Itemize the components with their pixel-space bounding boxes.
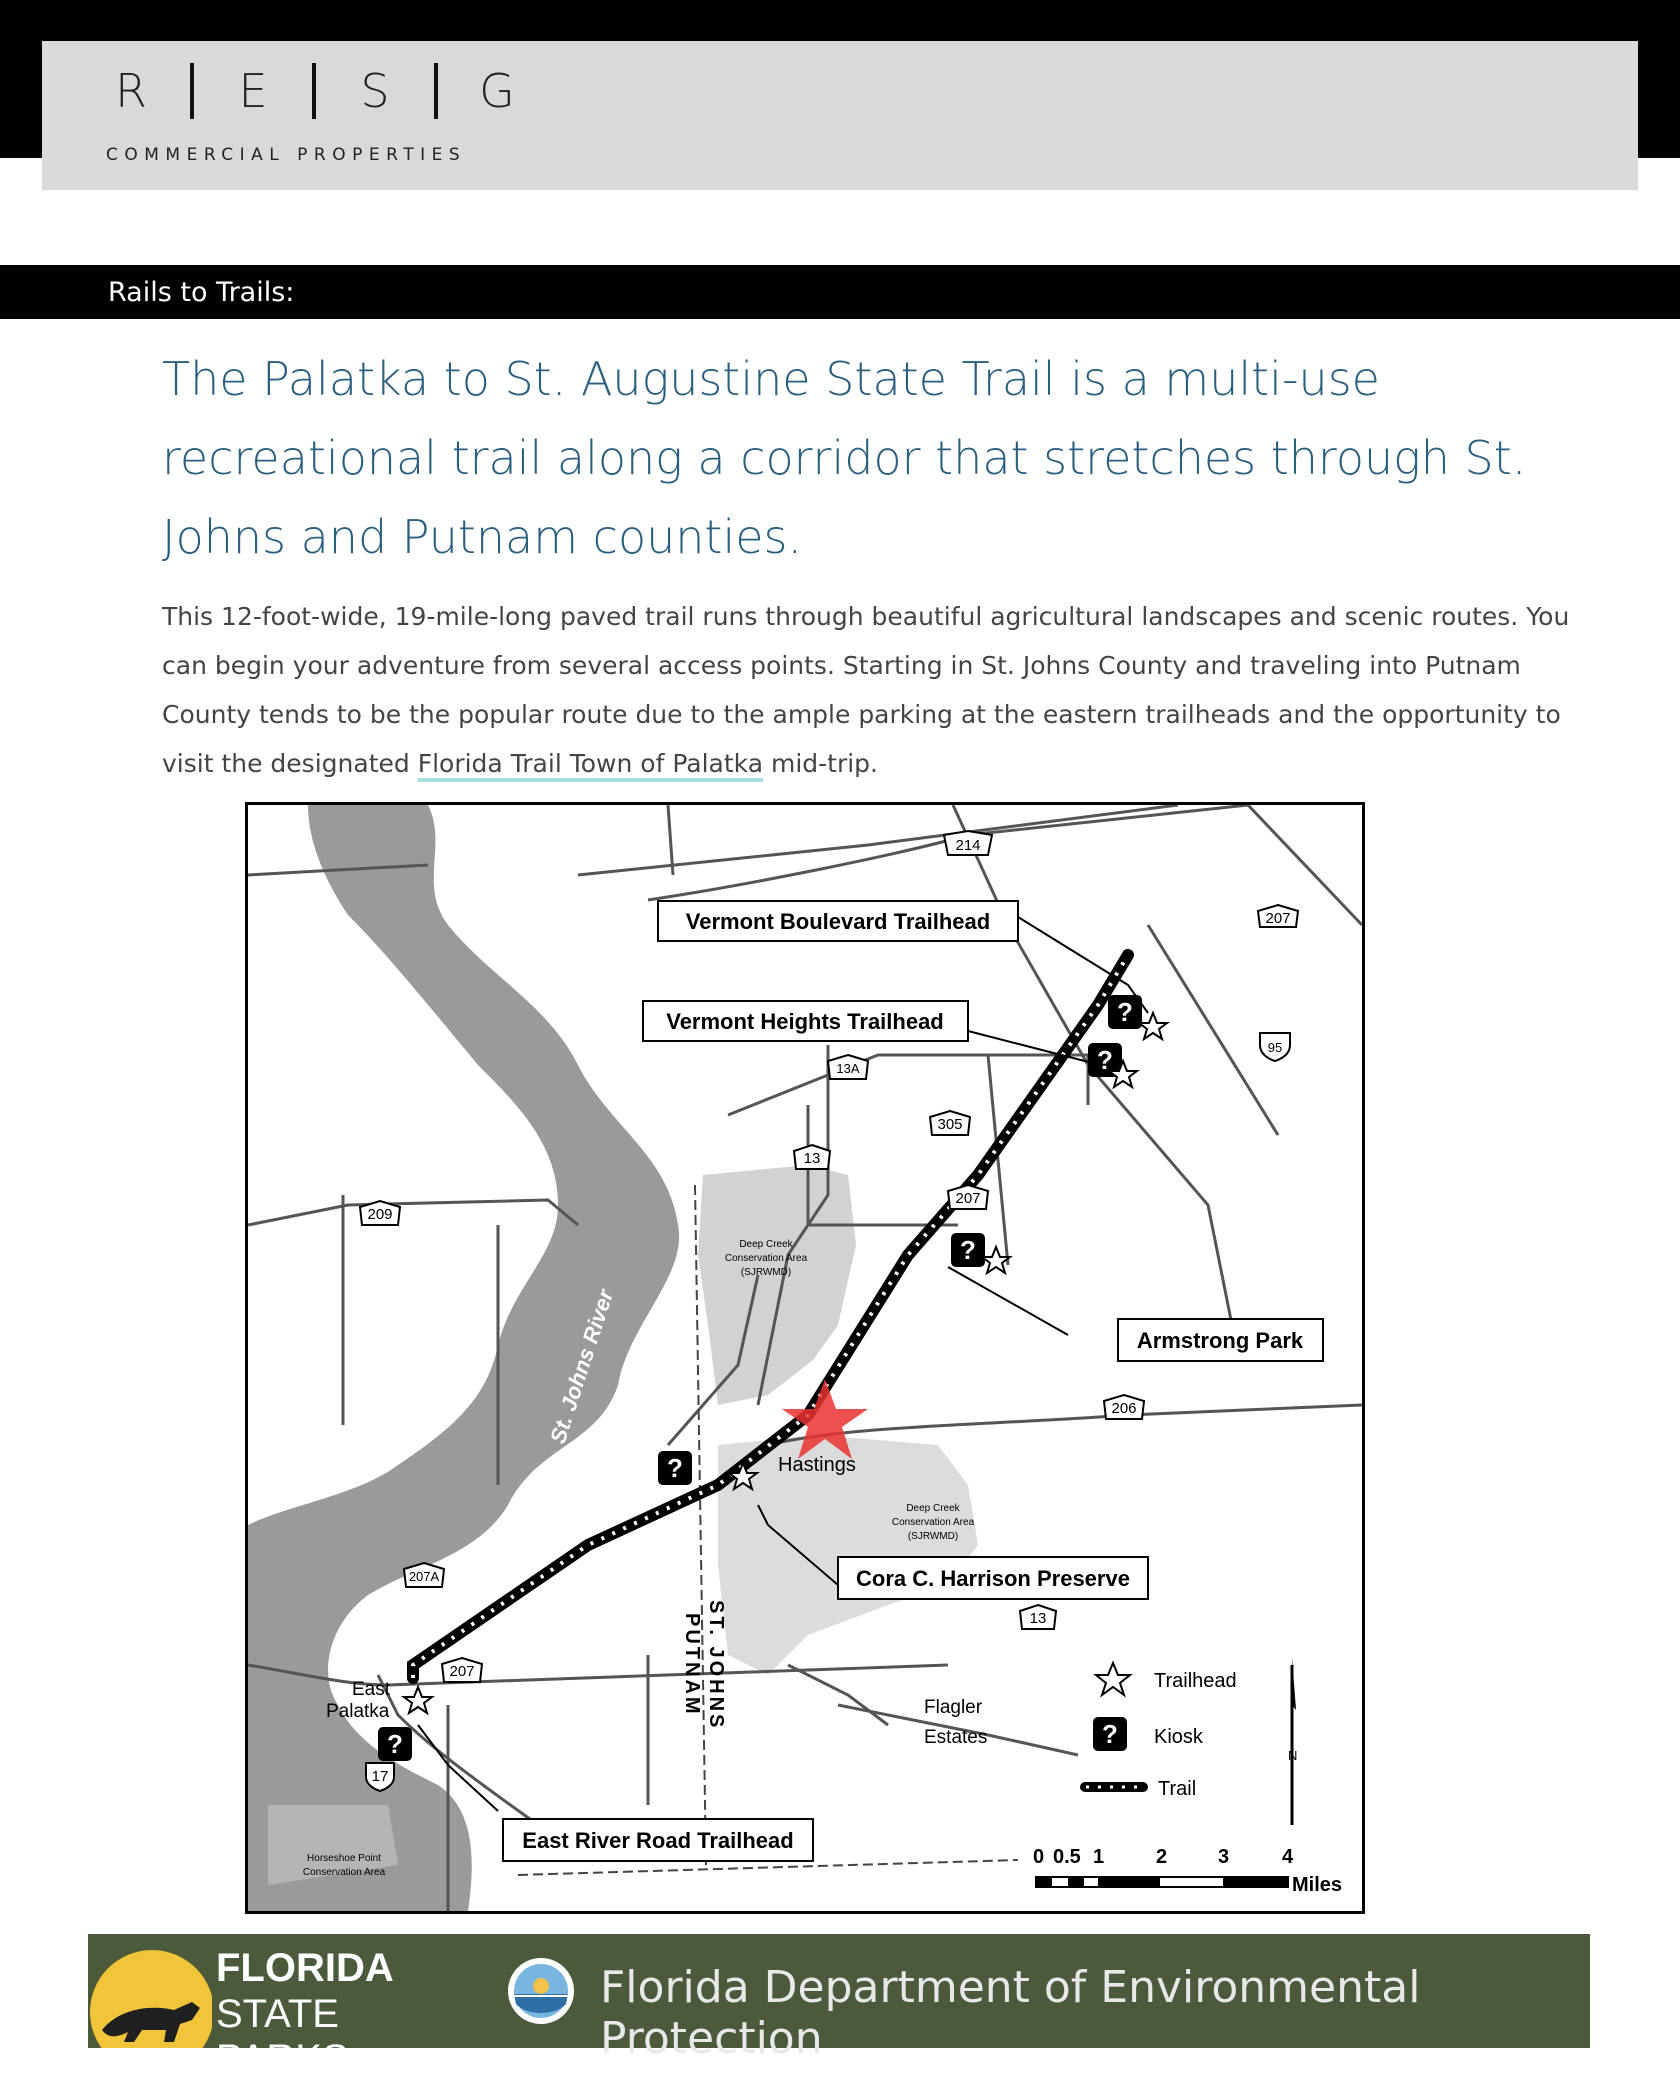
kiosk-icon bbox=[658, 1451, 692, 1485]
svg-text:Conservation Area: Conservation Area bbox=[724, 1253, 808, 1264]
logo-subtitle: COMMERCIAL PROPERTIES bbox=[106, 145, 467, 165]
interstate-95-shield bbox=[1260, 1033, 1290, 1061]
section-title: Rails to Trails: bbox=[108, 277, 295, 308]
st-johns-river bbox=[248, 805, 679, 1911]
route-305-shield bbox=[930, 1111, 970, 1135]
callouts bbox=[503, 901, 1323, 1861]
kiosk-legend-icon bbox=[1093, 1717, 1127, 1751]
fsp-subtitle: STATE PARKS bbox=[216, 1992, 349, 2081]
svg-text:13: 13 bbox=[1029, 1610, 1047, 1627]
flagler-estates-label: Flagler bbox=[924, 1697, 983, 1718]
route-206-shield bbox=[1104, 1395, 1144, 1419]
cora-harrison-callout[interactable] bbox=[838, 1557, 1148, 1599]
svg-text:East River Road Trailhead: East River Road Trailhead bbox=[522, 1828, 794, 1853]
route-209-shield bbox=[360, 1201, 400, 1225]
svg-text:214: 214 bbox=[955, 837, 981, 854]
route-207a-shield bbox=[404, 1563, 444, 1587]
flagler-estates-label-2: Estates bbox=[924, 1727, 988, 1748]
svg-text:Vermont Heights Trailhead: Vermont Heights Trailhead bbox=[666, 1009, 944, 1034]
svg-text:Cora C. Harrison Preserve: Cora C. Harrison Preserve bbox=[856, 1566, 1130, 1591]
svg-text:209: 209 bbox=[367, 1206, 393, 1223]
trailhead-legend-icon bbox=[1096, 1663, 1130, 1695]
svg-text:?: ? bbox=[667, 1453, 683, 1483]
county-line-bottom bbox=[518, 1860, 1018, 1875]
svg-text:Conservation Area: Conservation Area bbox=[302, 1867, 386, 1878]
svg-text:207: 207 bbox=[449, 1663, 475, 1680]
svg-text:305: 305 bbox=[937, 1116, 963, 1133]
scale-label-1: 1 bbox=[1093, 1846, 1105, 1868]
logo-divider bbox=[312, 63, 316, 119]
body-paragraph bbox=[162, 592, 1602, 788]
north-arrow-head-icon bbox=[1292, 1657, 1296, 1710]
svg-text:?: ? bbox=[1117, 997, 1133, 1027]
legend-trailhead-label: Trailhead bbox=[1154, 1670, 1237, 1692]
putnam-county-label: PUTNAM bbox=[681, 1613, 703, 1717]
svg-text:?: ? bbox=[387, 1729, 403, 1759]
scale-label-05: 0.5 bbox=[1053, 1846, 1081, 1868]
trailhead-star-icon bbox=[1139, 1013, 1167, 1039]
st-johns-county-label: ST. JOHNS bbox=[705, 1600, 727, 1731]
svg-text:207: 207 bbox=[955, 1190, 981, 1207]
trail-map-svg bbox=[248, 805, 1362, 1911]
svg-text:Deep Creek: Deep Creek bbox=[906, 1503, 960, 1514]
logo-letter-r: R bbox=[115, 64, 147, 118]
svg-text:Vermont Boulevard Trailhead: Vermont Boulevard Trailhead bbox=[685, 909, 991, 934]
svg-text:?: ? bbox=[960, 1235, 976, 1265]
fdep-banner[interactable] bbox=[472, 1934, 1590, 2064]
armstrong-park-callout[interactable] bbox=[1118, 1319, 1323, 1361]
panther-emblem-icon bbox=[88, 1934, 212, 2048]
vermont-boulevard-callout[interactable] bbox=[658, 901, 1018, 941]
florida-state-parks-logo[interactable] bbox=[88, 1934, 472, 2081]
svg-text:207A: 207A bbox=[408, 1569, 440, 1584]
route-207-shield-north bbox=[1258, 905, 1298, 927]
kiosk-icon bbox=[951, 1233, 985, 1267]
headline: The Palatka to St. Augustine State Trail is a multi-use recreational trail along a corridor that stretches through St. Johns and Putnam counties. bbox=[162, 352, 1527, 564]
logo-divider bbox=[190, 63, 194, 119]
scale-label-4: 4 bbox=[1282, 1846, 1294, 1868]
vermont-heights-callout[interactable] bbox=[643, 1001, 968, 1041]
trail-map bbox=[245, 802, 1365, 1914]
east-palatka-label-2: Palatka bbox=[326, 1701, 390, 1722]
svg-text:17: 17 bbox=[371, 1768, 389, 1785]
us-17-shield bbox=[366, 1763, 394, 1791]
east-palatka-label: East bbox=[352, 1679, 391, 1700]
fsp-title: FLORIDA bbox=[216, 1946, 394, 1990]
palatka-trail-town-link[interactable]: Florida Trail Town of Palatka bbox=[418, 749, 763, 782]
trailhead-star-icon bbox=[404, 1687, 432, 1713]
svg-text:206: 206 bbox=[1111, 1400, 1137, 1417]
legend-trail-icon bbox=[1080, 1782, 1148, 1792]
svg-text:Conservation Area: Conservation Area bbox=[891, 1517, 975, 1528]
logo-letter-s: S bbox=[360, 64, 390, 118]
svg-text:Horseshoe Point: Horseshoe Point bbox=[307, 1853, 381, 1864]
logo-letter-e: E bbox=[238, 64, 268, 118]
body-text-start: This 12-foot-wide, 19-mile-long paved trail runs through beautiful agricultural landscapes and scenic routes. You can begin your adventure from several access points. Starting in St. Johns County and traveling into Putnam County tends to be the popular route due to the ample parking at the eastern trailheads and the opportunity to visit the designated bbox=[162, 602, 1570, 778]
route-13-shield-south bbox=[1020, 1605, 1056, 1629]
svg-text:Deep Creek: Deep Creek bbox=[739, 1239, 793, 1250]
svg-text:Armstrong Park: Armstrong Park bbox=[1136, 1328, 1304, 1353]
route-13-shield bbox=[794, 1145, 830, 1169]
svg-text:207: 207 bbox=[1265, 910, 1291, 927]
legend-kiosk-label: Kiosk bbox=[1154, 1726, 1203, 1748]
logo-divider bbox=[434, 63, 438, 119]
svg-text:13A: 13A bbox=[836, 1061, 860, 1076]
legend-trail-label: Trail bbox=[1158, 1778, 1197, 1800]
svg-text:?: ? bbox=[1102, 1719, 1118, 1749]
header bbox=[42, 41, 1638, 190]
scale-bar bbox=[1033, 1846, 1342, 1896]
svg-text:95: 95 bbox=[1267, 1040, 1283, 1055]
svg-text:(SJRWMD): (SJRWMD) bbox=[907, 1531, 959, 1542]
route-214-shield bbox=[944, 831, 992, 855]
fdep-name: Florida Department of Environmental Protection bbox=[600, 1962, 1421, 2064]
scale-label-2: 2 bbox=[1156, 1846, 1168, 1868]
scale-label-0: 0 bbox=[1033, 1846, 1045, 1868]
route-13a-shield bbox=[828, 1055, 868, 1079]
river-label: St. Johns River bbox=[544, 1286, 619, 1447]
svg-text:(SJRWMD): (SJRWMD) bbox=[740, 1267, 792, 1278]
route-207-shield-mid bbox=[948, 1185, 988, 1209]
svg-text:13: 13 bbox=[803, 1150, 821, 1167]
hastings-label: Hastings bbox=[778, 1454, 856, 1476]
section-bar bbox=[0, 265, 1680, 319]
scale-label-3: 3 bbox=[1218, 1846, 1230, 1868]
fdep-seal-icon bbox=[506, 1956, 576, 2026]
scale-unit-label: Miles bbox=[1292, 1874, 1343, 1896]
logo-letter-g: G bbox=[479, 64, 515, 118]
kiosk-icon bbox=[1108, 995, 1142, 1029]
body-text-end: mid-trip. bbox=[763, 749, 878, 778]
svg-text:?: ? bbox=[1097, 1045, 1113, 1075]
company-logo[interactable] bbox=[108, 63, 520, 119]
kiosk-icon bbox=[378, 1727, 412, 1761]
route-207-shield-south bbox=[442, 1658, 482, 1682]
east-river-road-callout[interactable] bbox=[503, 1819, 813, 1861]
north-label: N bbox=[1288, 1748, 1298, 1763]
